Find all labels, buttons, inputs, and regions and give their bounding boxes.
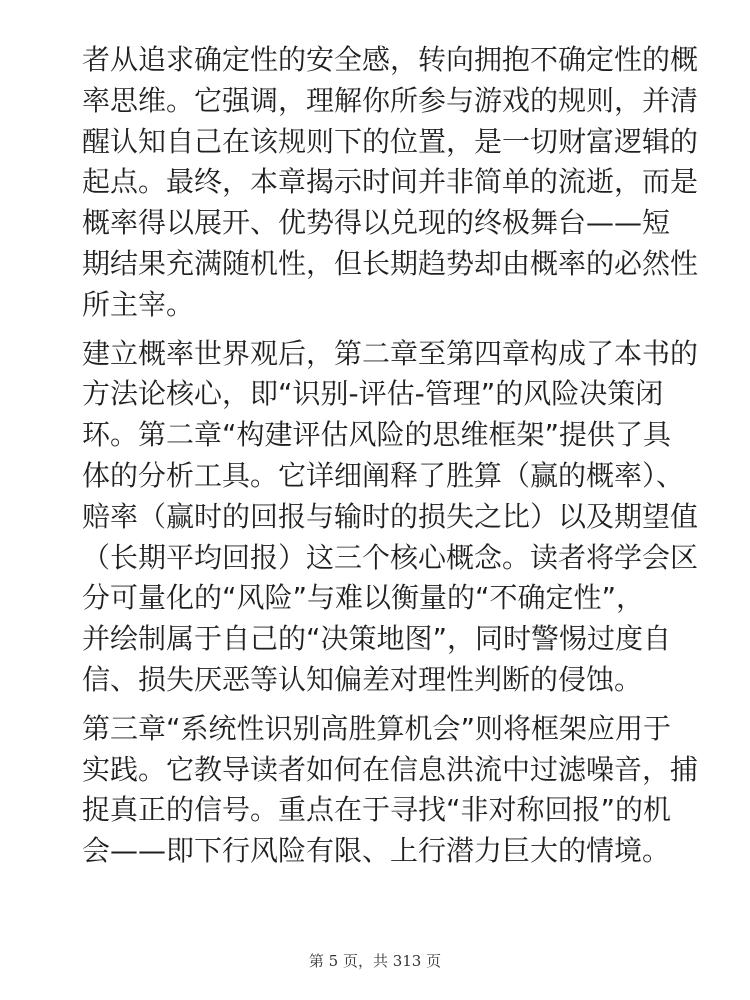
text-line: 建立概率世界观后，第二章至第四章构成了本书的 xyxy=(82,336,699,370)
text-line: 分可量化的“风险”与难以衡量的“不确定性”， xyxy=(82,581,645,615)
text-line: 第三章“系统性识别高胜算机会”则将框架应用于 xyxy=(82,711,672,745)
paragraph-2 xyxy=(82,334,699,701)
text-line: 赔率（赢时的回报与输时的损失之比）以及期望值 xyxy=(82,499,699,533)
text-line: 概率得以展开、优势得以兑现的终极舞台——短 xyxy=(82,206,671,240)
text-line: 体的分析工具。它详细阐释了胜算（赢的概率）、 xyxy=(82,458,685,492)
text-line: 并绘制属于自己的“决策地图”，同时警惕过度自 xyxy=(82,622,672,656)
paragraph-3 xyxy=(82,709,699,872)
body-text xyxy=(82,40,699,880)
paragraph-1 xyxy=(82,40,699,326)
text-line: 起点。最终，本章揭示时间并非简单的流逝，而是 xyxy=(82,165,699,199)
text-line: 实践。它教导读者如何在信息洪流中过滤噪音，捕 xyxy=(82,752,699,786)
text-line: 捉真正的信号。重点在于寻找“非对称回报”的机 xyxy=(82,793,672,827)
page-number-footer: 第 5 页，共 313 页 xyxy=(308,952,442,970)
text-line: 醒认知自己在该规则下的位置，是一切财富逻辑的 xyxy=(82,124,699,158)
text-line: （长期平均回报）这三个核心概念。读者将学会区 xyxy=(82,540,699,574)
text-line: 信、损失厌恶等认知偏差对理性判断的侵蚀。 xyxy=(82,662,643,696)
text-line: 方法论核心，即“识别-评估-管理”的风险决策闭 xyxy=(82,377,664,411)
text-line: 期结果充满随机性，但长期趋势却由概率的必然性 xyxy=(82,246,699,280)
text-line: 所主宰。 xyxy=(82,287,195,321)
text-line: 者从追求确定性的安全感，转向拥抱不确定性的概 xyxy=(82,43,699,76)
text-line: 率思维。它强调，理解你所参与游戏的规则，并清 xyxy=(82,83,699,117)
text-line: 环。第二章“构建评估风险的思维框架”提供了具 xyxy=(82,418,672,452)
text-line: 会——即下行风险有限、上行潜力巨大的情境。 xyxy=(82,834,671,868)
